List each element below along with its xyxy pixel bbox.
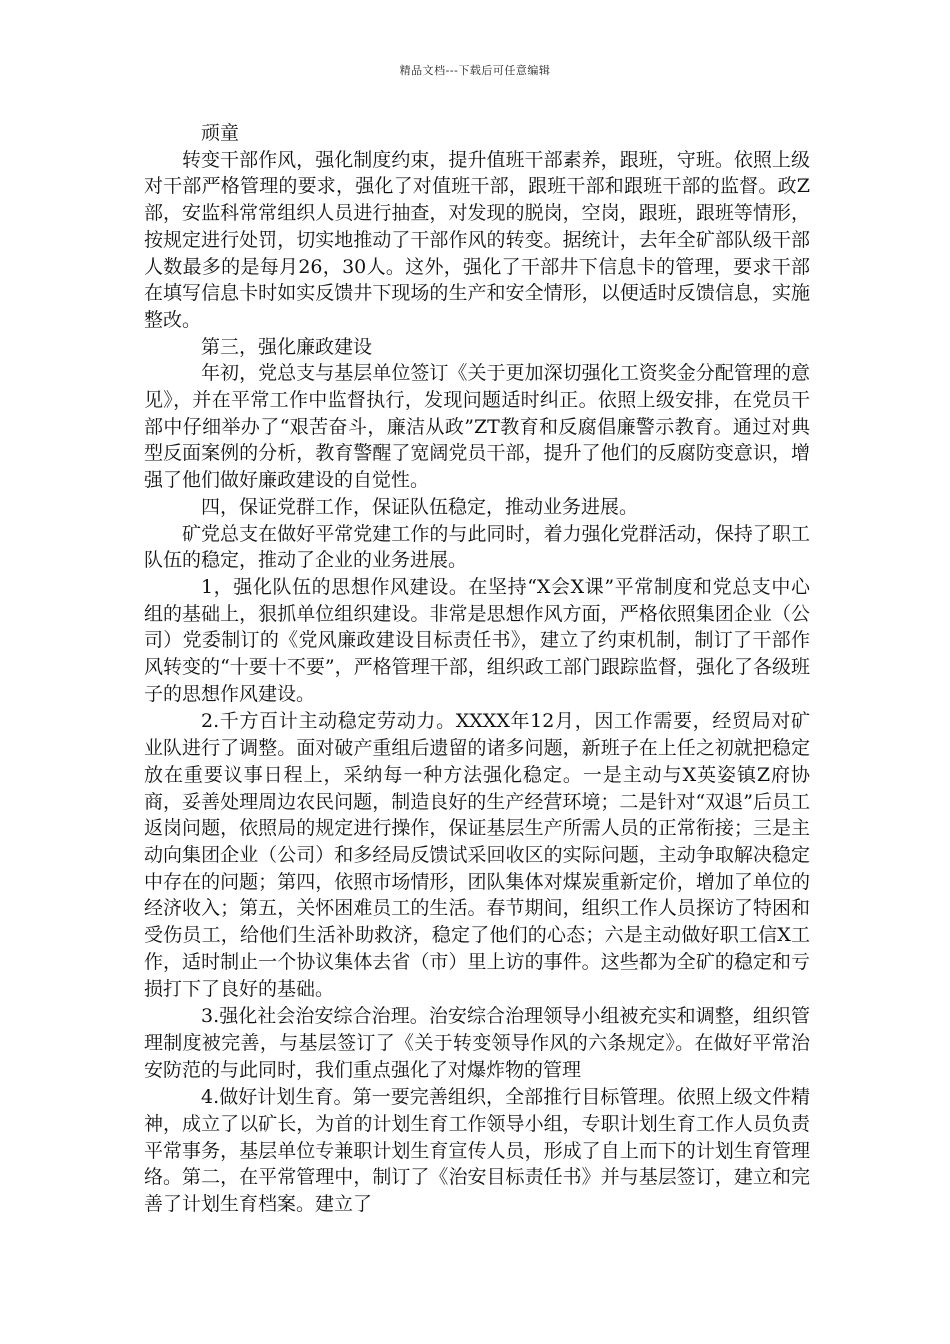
paragraph-party-work-intro: 矿党总支在做好平常党建工作的与此同时，着力强化党群活动，保持了职工队伍的稳定，推动了企业的业务进展。: [144, 522, 810, 572]
paragraph-item-3: 3.强化社会治安综合治理。治安综合治理领导小组被充实和调整，组织管理制度被完善，与基层签订了《关于转变领导作风的六条规定》。在做好平常治安防范的与此同时，我们重点强化了对爆炸物的管理: [144, 1005, 810, 1081]
paragraph-item-1: 1，强化队伍的思想作风建设。在坚持“X会X课”平常制度和党总支中心组的基础上，狠抓单位组织建设。非常是思想作风方面，严格依照集团企业（公司）党委制订的《党风廉政建设目标责任书》，建立了约束机制，制订了干部作风转变的“十要十不要”，严格管理干部，组织政工部门跟踪监督，强化了各级班子的思想作风建设。: [144, 575, 810, 705]
section-title: 顽童: [201, 122, 240, 144]
document-body: [144, 120, 810, 1218]
paragraph-item-4: 4.做好计划生育。第一要完善组织，全部推行目标管理。依照上级文件精神，成立了以矿长，为首的计划生育工作领导小组，专职计划生育工作人员负责平常事务，基层单位专兼职计划生育宣传人员，形成了自上而下的计划生育管理络。第二，在平常管理中，制订了《治安目标责任书》并与基层签订，建立和完善了计划生育档案。建立了: [144, 1086, 810, 1216]
section-heading-party-work: 四，保证党群工作，保证队伍稳定，推动业务进展。: [201, 495, 639, 518]
page-header: 精品文档---下载后可任意编辑: [399, 64, 551, 77]
paragraph-item-2: 2.千方百计主动稳定劳动力。XXXX年12月，因工作需要，经贸局对矿业队进行了调整。面对破产重组后遗留的诸多问题，新班子在上任之初就把稳定放在重要议事日程上，采纳每一种方法强化稳定。一是主动与X英姿镇Z府协商，妥善处理周边农民问题，制造良好的生产经营环境；二是针对“双退”后员工返岗问题，依照局的规定进行操作，保证基层生产所需人员的正常衔接；三是主动向集团企业（公司）和多经局反馈试采回收区的实际问题，主动争取解决稳定中存在的问题；第四，依照市场情形，团队集体对煤炭重新定价，增加了单位的经济收入；第五，关怀困难员工的生活。春节期间，组织工作人员探访了特困和受伤员工，给他们生活补助救济，稳定了他们的心态；六是主动做好职工信X工作，适时制止一个协议集体去省（市）里上访的事件。这些都为全矿的稳定和亏损打下了良好的基础。: [144, 710, 810, 1000]
section-heading-integrity: 第三，强化廉政建设: [201, 335, 373, 358]
paragraph-integrity: 年初，党总支与基层单位签订《关于更加深切强化工资奖金分配管理的意见》，并在平常工作中监督执行，发现问题适时纠正。依照上级安排，在党员干部中仔细举办了“艰苦奋斗，廉洁从政”ZT教育和反腐倡廉警示教育。通过对典型反面案例的分析，教育警醒了宽阔党员干部，提升了他们的反腐防变意识，增强了他们做好廉政建设的自觉性。: [144, 362, 810, 492]
paragraph-cadre-style: 转变干部作风，强化制度约束，提升值班干部素养，跟班，守班。依照上级对干部严格管理的要求，强化了对值班干部，跟班干部和跟班干部的监督。政Z部，安监科常常组织人员进行抽查，对发现的脱岗，空岗，跟班，跟班等情形，按规定进行处罚，切实地推动了干部作风的转变。据统计，去年全矿部队级干部人数最多的是每月26，30人。这外，强化了干部井下信息卡的管理，要求干部在填写信息卡时如实反馈井下现场的生产和安全情形，以便适时反馈信息，实施整改。: [144, 148, 810, 331]
